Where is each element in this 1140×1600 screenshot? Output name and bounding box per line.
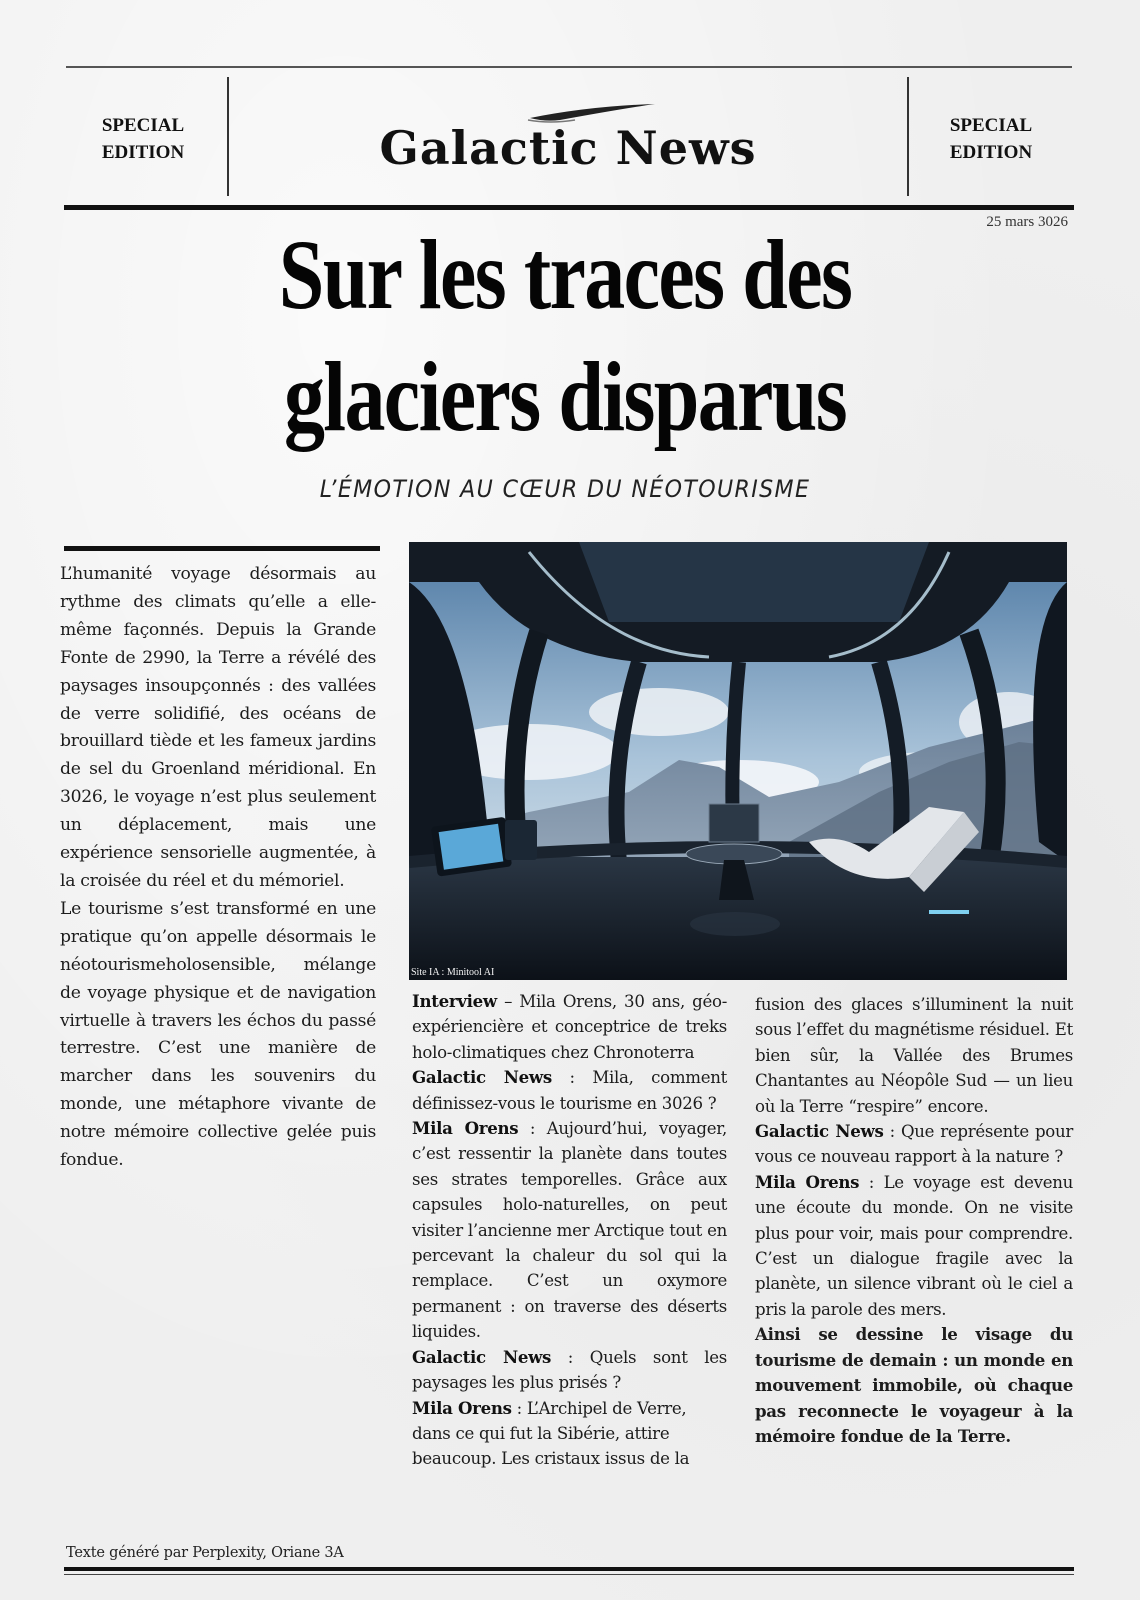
footer-credit: Texte généré par Perplexity, Oriane 3A bbox=[66, 1545, 344, 1561]
paragraph: L’humanité voyage désormais au rythme des climats qu’elle a elle-même façonnés. Depuis la Grande Fonte de 2990, la Terre a révélé des paysages insoupçonnés : des vallées de verre solidifié, des océans de brouillard tiède et les fameux jardins de sel du Groenland méridional. En 3026, le voyage n’est plus seulement un déplacement, mais une expérience sensorielle augmentée, à la croisée du réel et du mémoriel. bbox=[60, 564, 376, 891]
speaker: Mila Orens bbox=[412, 1397, 512, 1418]
exchange-text: : Aujourd’hui, voyager, c’est ressentir la planète dans toutes ses strates temporelles. Grâce aux capsules holo-naturelles, on peut visiter l’ancienne mer Arctique tout en percevant la chaleur du sol qui la remplace. C’est un oxymore permanent : on traverse des déserts liquides. bbox=[412, 1119, 727, 1342]
exchange bbox=[755, 1170, 1073, 1322]
exchange-text: : Que représente pour vous ce nouveau rapport à la nature ? bbox=[755, 1122, 1073, 1167]
interview-intro bbox=[412, 989, 727, 1065]
subtitle: L’ÉMOTION AU CŒUR DU NÉOTOURISME bbox=[319, 475, 811, 503]
flourish-icon bbox=[530, 104, 655, 121]
badge-line: EDITION bbox=[949, 142, 1033, 163]
divider bbox=[907, 77, 909, 196]
top-rule bbox=[66, 66, 1072, 68]
image-credit: Site IA : Minitool AI bbox=[411, 967, 495, 978]
paragraph: fusion des glaces s’illuminent la nuit sous l’effet du magnétisme résiduel. Et bien sûr, la Vallée des Brumes Chantantes au Néopôle Sud — un lieu où la Terre “respire” encore. bbox=[755, 995, 1073, 1116]
masthead-rule bbox=[64, 205, 1074, 210]
column-1 bbox=[60, 561, 376, 1175]
special-edition-left bbox=[88, 112, 198, 166]
lounge-illustration bbox=[409, 542, 1067, 980]
bottom-rule bbox=[64, 1567, 1074, 1571]
column-2 bbox=[412, 989, 727, 1472]
masthead-title: Galactic News bbox=[379, 121, 757, 175]
column-rule bbox=[64, 546, 380, 551]
badge-line: EDITION bbox=[101, 142, 185, 163]
interview-intro-text: – Mila Orens, 30 ans, géo-expériencière et conceptrice de treks holo-climatiques chez Chronoterra bbox=[412, 992, 727, 1062]
speaker: Galactic News bbox=[412, 1067, 552, 1088]
issue-date: 25 mars 3026 bbox=[986, 214, 1068, 230]
exchange bbox=[412, 1396, 727, 1472]
headline bbox=[225, 214, 906, 458]
speaker: Galactic News bbox=[412, 1346, 552, 1367]
headline-line: Sur les traces des bbox=[278, 219, 852, 330]
exchange-text: : L’Archipel de Verre, dans ce qui fut la Sibérie, attire beaucoup. Les cristaux issus de la bbox=[412, 1398, 690, 1469]
exchange bbox=[412, 1065, 727, 1116]
badge-line: SPECIAL bbox=[949, 115, 1033, 136]
exchange-text: : Quels sont les paysages les plus prisés ? bbox=[412, 1347, 727, 1393]
exchange-text: : Le voyage est devenu une écoute du monde. On ne visite plus pour voir, mais pour comprendre. C’est un dialogue fragile avec la planète, un silence vibrant où le ciel a pris la parole des mers. bbox=[755, 1172, 1074, 1319]
speaker: Mila Orens bbox=[755, 1171, 860, 1192]
masthead-logo-svg bbox=[230, 100, 906, 180]
headline-line: glaciers disparus bbox=[283, 341, 847, 452]
bottom-rule-thin bbox=[64, 1574, 1074, 1575]
interview-label: Interview bbox=[412, 991, 497, 1011]
exchange bbox=[755, 1119, 1073, 1170]
article-image bbox=[409, 542, 1067, 980]
special-edition-right bbox=[936, 112, 1046, 166]
badge-line: SPECIAL bbox=[101, 115, 185, 136]
column-3 bbox=[755, 992, 1073, 1449]
conclusion: Ainsi se dessine le visage du tourisme de demain : un monde en mouvement immobile, où chaque pas reconnecte le voyageur à la mémoire fondue de la Terre. bbox=[755, 1324, 1073, 1446]
speaker: Galactic News bbox=[755, 1121, 884, 1142]
divider bbox=[227, 77, 229, 196]
paragraph: Le tourisme s’est transformé en une pratique qu’on appelle désormais le néotourismeholosensible, mélange de voyage physique et de navigation virtuelle à travers les échos du passé terrestre. C’est une manière de marcher dans les souvenirs du monde, une métaphore vivante de notre mémoire collective gelée puis fondue. bbox=[60, 898, 376, 1171]
speaker: Mila Orens bbox=[412, 1118, 519, 1139]
exchange-text: : Mila, comment définissez-vous le tourisme en 3026 ? bbox=[412, 1068, 727, 1113]
masthead-logo bbox=[230, 100, 906, 180]
exchange bbox=[412, 1345, 727, 1396]
exchange bbox=[412, 1116, 727, 1345]
